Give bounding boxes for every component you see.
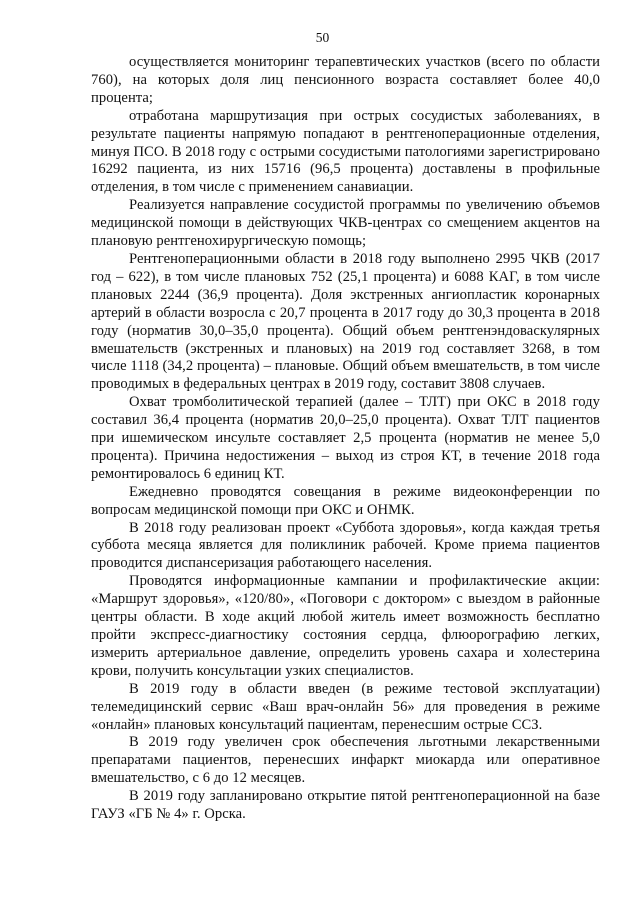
paragraph-xray-operations: Рентгеноперационными области в 2018 году выполнено 2995 ЧКВ (2017 год – 622), в том числе плановых 752 (25,1 процента) и 6088 КАГ, в том числе плановых 2244 (36,9 процента). Доля экстренных ангиопластик коронарных артерий в области возросла с 20,7 процента в 2017 году до 30,3 процента в 2018 году (норматив 30,0–35,0 процента). Общий объем рентгенэндоваскулярных вмешательств (экстренных и плановых) на 2019 год составляет 3268, в том числе 1118 (34,2 процента) – плановые. Общий объем вмешательств, в том числе проводимых в федеральных центрах в 2019 году, составит 3808 случаев.	[91, 250, 600, 393]
paragraph-drug-provision: В 2019 году увеличен срок обеспечения льготными лекарственными препаратами пациентов, перенесших инфаркт миокарда или оперативное вмешательство, с 6 до 12 месяцев.	[91, 734, 600, 787]
paragraph-monitoring: осуществляется мониторинг терапевтических участков (всего по области 760), на которых доля лиц пенсионного возраста составляет более 40,0 процента;	[91, 54, 600, 106]
paragraph-routing: отработана маршрутизация при острых сосудистых заболеваниях, в результате пациенты напрямую попадают в рентгеноперационные отделения, минуя ПСО. В 2018 году с острыми сосудистыми патологиями зарегистрировано 16292 пациента, из них 15716 (96,5 процента) доставлены в профильные отделения, в том числе с применением санавиации.	[91, 107, 600, 196]
paragraph-telemedicine: В 2019 году в области введен (в режиме тестовой эксплуатации) телемедицинский сервис «Ваш врач-онлайн 56» для проведения в режиме «онлайн» плановых консультаций пациентам, перенесшим острые ССЗ.	[91, 680, 600, 733]
paragraph-thrombolytic-therapy: Охват тромболитической терапией (далее – ТЛТ) при ОКС в 2018 году составил 36,4 процента (норматив 20,0–25,0 процента). Охват ТЛТ пациентов при ишемическом инсульте составляет 2,5 процента (норматив не менее 5,0 процента). Причина недостижения – выход из строя КТ, в течение 2018 года ремонтировалось 6 единиц КТ.	[91, 394, 600, 482]
page-number: 50	[315, 30, 330, 45]
paragraph-video-conferences: Ежедневно проводятся совещания в режиме видеоконференции по вопросам медицинской помощи при ОКС и ОНМК.	[91, 483, 600, 518]
paragraph-vascular-program: Реализуется направление сосудистой программы по увеличению объемов медицинской помощи в действующих ЧКВ-центрах со смещением акцентов на плановую рентгенохирургическую помощь;	[91, 197, 600, 250]
paragraph-planned-opening: В 2019 году запланировано открытие пятой рентгеноперационной на базе ГАУЗ «ГБ № 4» г. Орска.	[91, 788, 600, 823]
paragraph-information-campaigns: Проводятся информационные кампании и профилактические акции: «Маршрут здоровья», «120/80», «Поговори с доктором» с выездом в районные центры области. В ходе акций любой житель имеет возможность бесплатно пройти экспресс-диагностику состояния сердца, флюорографию легких, измерить артериальное давление, определить уровень сахара и холестерина крови, получить консультации узких специалистов.	[91, 573, 600, 679]
paragraph-health-saturday: В 2018 году реализован проект «Суббота здоровья», когда каждая третья суббота месяца является для поликлиник рабочей. Кроме приема пациентов проводится диспансеризация работающего населения.	[91, 519, 600, 572]
